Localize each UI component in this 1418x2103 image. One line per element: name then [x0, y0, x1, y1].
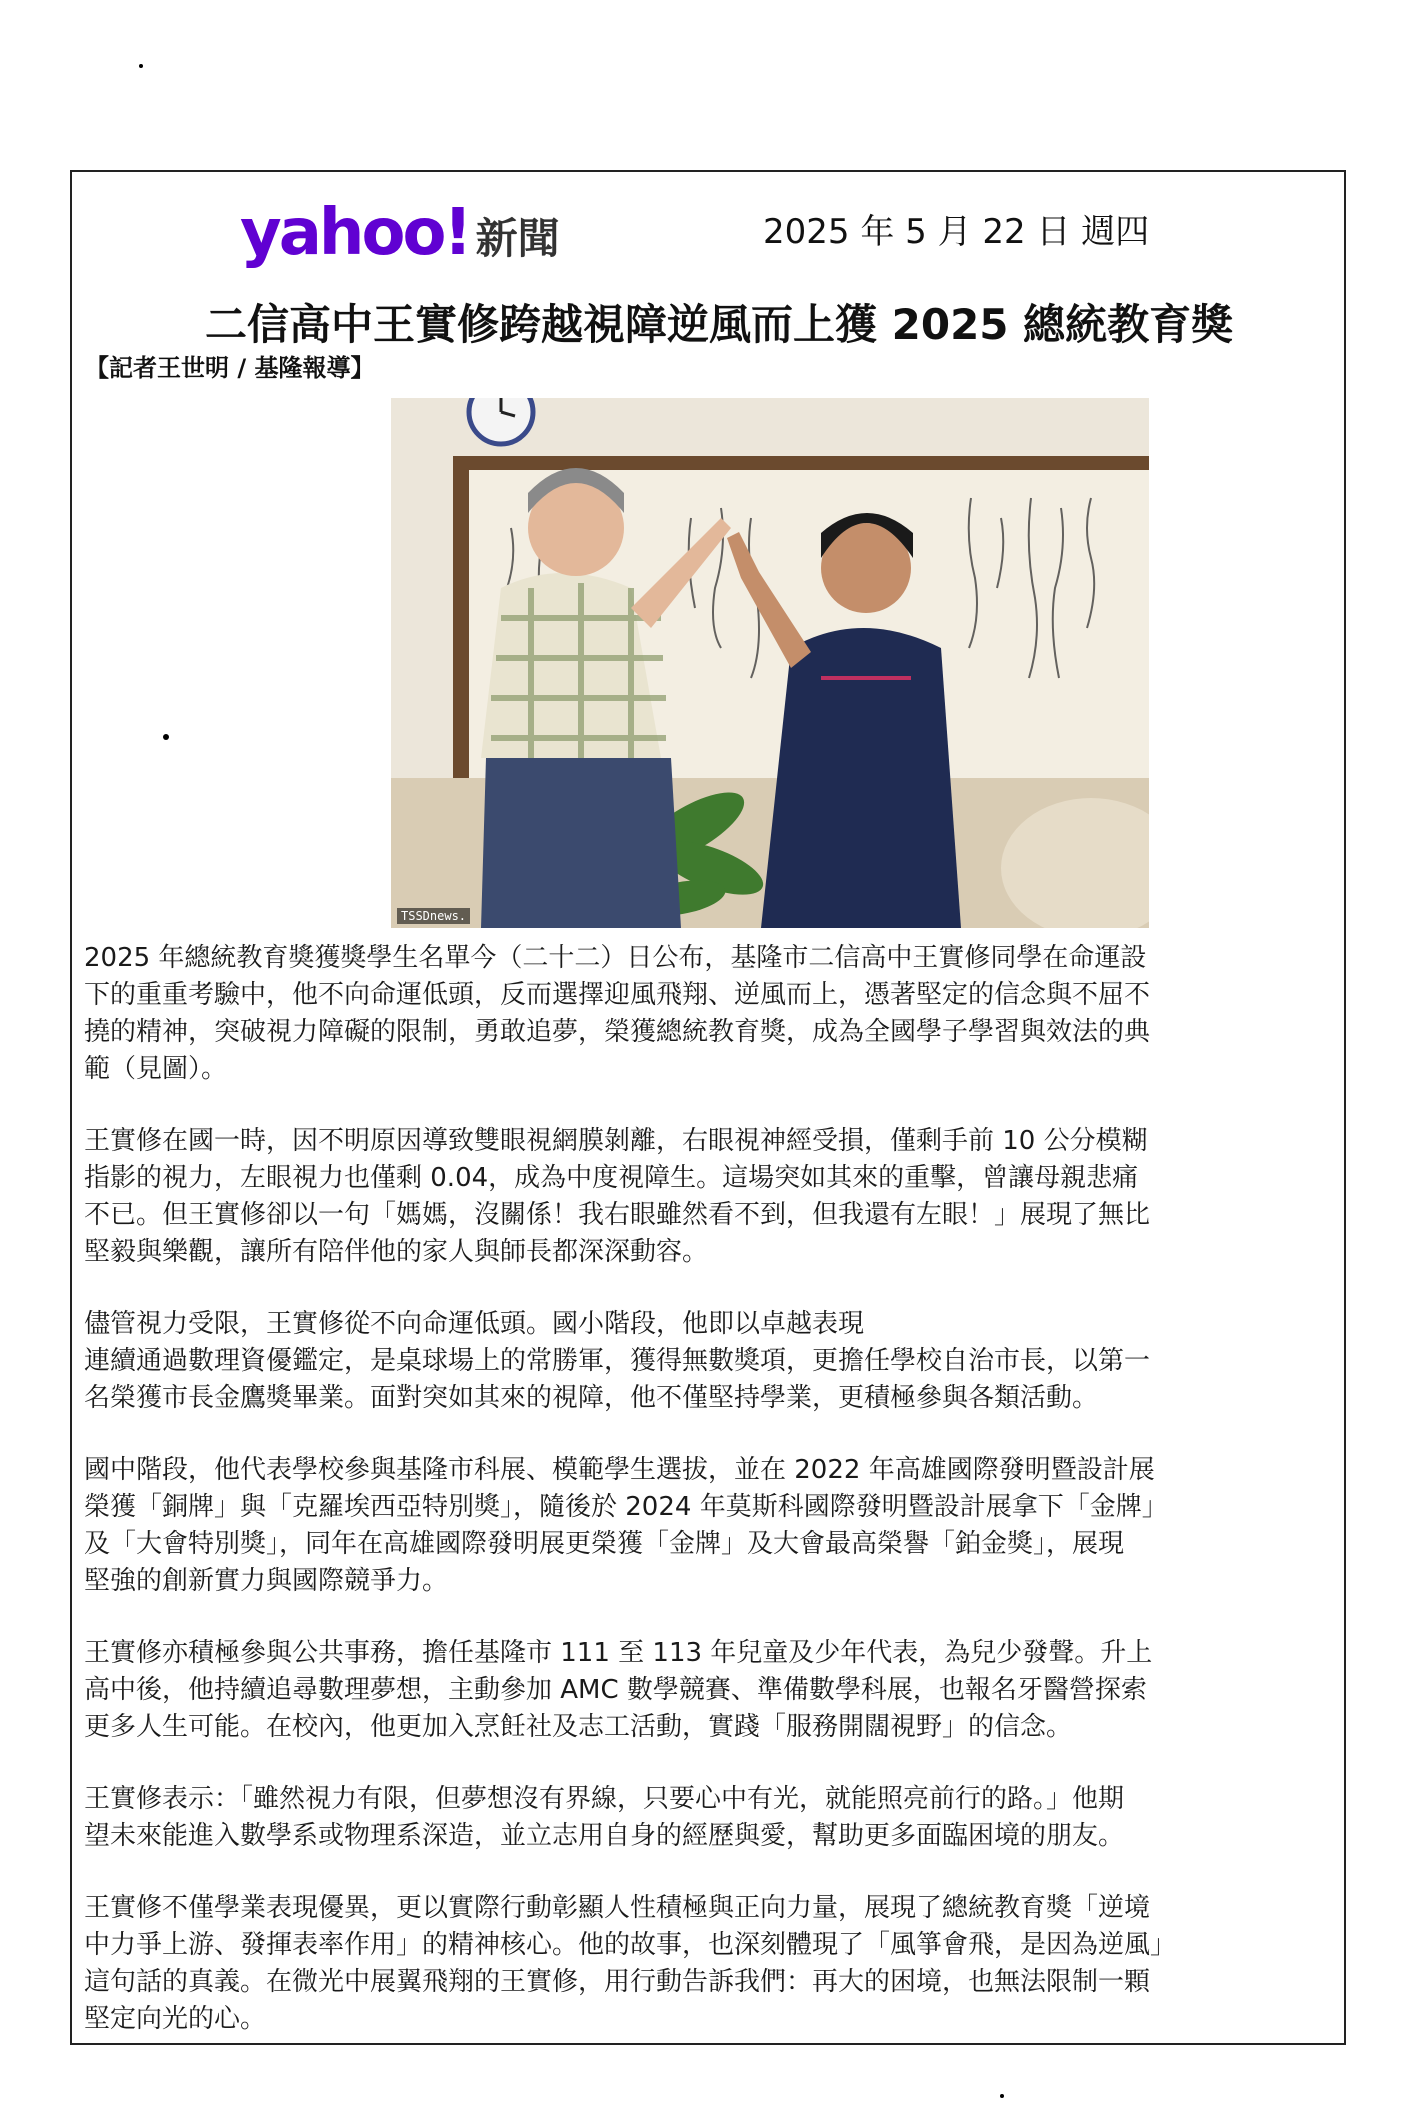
article-paragraph: 國中階段，他代表學校參與基隆市科展、模範學生選拔，並在 2022 年高雄國際發明暨設計展 榮獲「銅牌」與「克羅埃西亞特別獎」，隨後於 2024 年莫斯科國際發明暨設計展拿下「金牌」 及「大會特別獎」，同年在高雄國際發明展更榮獲「金牌」及大會最高榮譽「鉑金獎」，展現 堅強的創新實力與國際競爭力。 [84, 1455, 1168, 1596]
yahoo-news-logo [240, 196, 560, 270]
article-headline: 二信高中王實修跨越視障逆風而上獲 2025 總統教育獎 [205, 300, 1234, 349]
photo-illustration [391, 398, 1149, 928]
article-paragraph: 王實修在國一時，因不明原因導致雙眼視網膜剝離，右眼視神經受損，僅剩手前 10 公分模糊 指影的視力，左眼視力也僅剩 0.04，成為中度視障生。這場突如其來的重擊，曾讓母親悲痛 不已。但王實修卻以一句「媽媽，沒關係！我右眼雖然看不到，但我還有左眼！」展現了無比 堅毅與樂觀，讓所有陪伴他的家人與師長都深深動容。 [84, 1126, 1151, 1267]
article-paragraph: 儘管視力受限，王實修從不向命運低頭。國小階段，他即以卓越表現 連續通過數理資優鑑定，是桌球場上的常勝軍，獲得無數獎項，更擔任學校自治市長，以第一 名榮獲市長金鷹獎畢業。面對突如其來的視障，他不僅堅持學業，更積極參與各類活動。 [84, 1309, 1151, 1413]
scan-dot [139, 64, 143, 68]
masthead [240, 198, 560, 268]
photo-credit: TSSDnews. [397, 908, 470, 924]
article-photo [391, 398, 1149, 928]
logo-service-name: 新聞 [475, 214, 560, 263]
article-paragraph: 王實修表示：「雖然視力有限，但夢想沒有界線，只要心中有光，就能照亮前行的路。」他期 望未來能進入數學系或物理系深造，並立志用自身的經歷與愛，幫助更多面臨困境的朋友。 [84, 1784, 1125, 1851]
article-paragraph: 王實修不僅學業表現優異，更以實際行動彰顯人性積極與正向力量，展現了總統教育獎「逆境 中力爭上游、發揮表率作用」的精神核心。他的故事，也深刻體現了「風箏會飛，是因為逆風」 這句話的真義。在微光中展翼飛翔的王實修，用行動告訴我們：再大的困境，也無法限制一顆 堅定向光的心。 [84, 1893, 1177, 2034]
article-byline: 【記者王世明 / 基隆報導】 [85, 354, 375, 382]
article-paragraph: 2025 年總統教育獎獲獎學生名單今（二十二）日公布，基隆市二信高中王實修同學在命運設 下的重重考驗中，他不向命運低頭，反而選擇迎風飛翔、逆風而上，憑著堅定的信念與不屈不 撓的精神，突破視力障礙的限制，勇敢追夢，榮獲總統教育獎，成為全國學子學習與效法的典 範（見圖）。 [84, 943, 1151, 1084]
article-body [84, 940, 1334, 2073]
publish-date: 2025 年 5 月 22 日 週四 [763, 212, 1150, 252]
logo-wordmark: yahoo! [240, 196, 470, 270]
article-paragraph: 王實修亦積極參與公共事務，擔任基隆市 111 至 113 年兒童及少年代表，為兒少發聲。升上 高中後，他持續追尋數理夢想，主動參加 AMC 數學競賽、準備數學科展，也報名牙醫營探索 更多人生可能。在校內，他更加入烹飪社及志工活動，實踐「服務開闊視野」的信念。 [84, 1638, 1153, 1742]
scan-dot [1000, 2094, 1004, 2098]
